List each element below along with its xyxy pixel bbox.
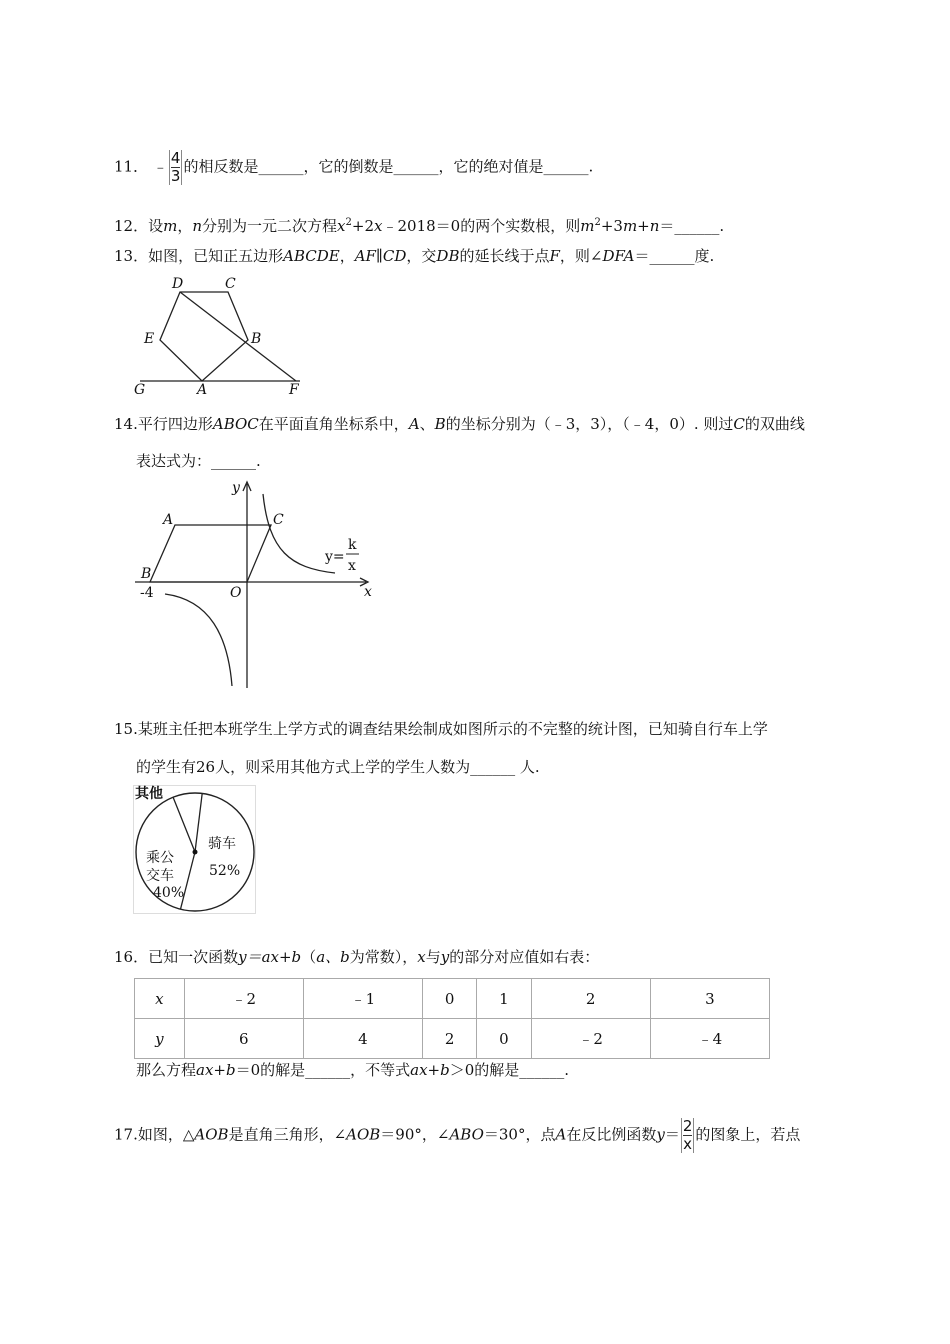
var: B xyxy=(434,415,446,433)
text: 的坐标分别为（﹣3，3），（﹣4，0）. 则过 xyxy=(445,415,734,433)
text: ，交 xyxy=(406,247,437,265)
text: 的部分对应值如右表： xyxy=(449,948,600,966)
table-cell: ﹣1 xyxy=(303,979,422,1019)
pie-center xyxy=(193,850,198,855)
question-12 xyxy=(114,212,724,237)
question-13 xyxy=(114,245,714,267)
question-number: 17. xyxy=(114,1125,138,1144)
label-o: O xyxy=(230,585,242,601)
label-bus-pct: 40% xyxy=(153,885,185,901)
var: y＝ax+b xyxy=(238,948,302,966)
var: DB xyxy=(436,247,460,265)
var: AOB xyxy=(346,1125,381,1144)
var: A xyxy=(555,1125,567,1144)
table-cell: 2 xyxy=(423,1019,477,1059)
table-cell: ﹣2 xyxy=(184,979,303,1019)
parallelogram-aboc xyxy=(150,525,271,582)
var: m xyxy=(622,217,638,235)
table-row-y xyxy=(135,1019,770,1059)
label-c: C xyxy=(225,276,236,292)
var: F xyxy=(549,247,560,265)
var: y xyxy=(440,948,450,966)
text: 在反比例函数 xyxy=(566,1125,657,1144)
text: ＝90°，∠ xyxy=(380,1125,450,1144)
question-11 xyxy=(114,150,593,185)
table-cell xyxy=(135,979,185,1019)
var: y xyxy=(656,1125,665,1144)
var: m xyxy=(580,217,595,235)
label-c: C xyxy=(273,512,284,528)
var: AOB xyxy=(194,1125,229,1144)
text: ， xyxy=(177,217,193,235)
var: m xyxy=(163,217,178,235)
text: ，则∠ xyxy=(559,247,603,265)
label-d: D xyxy=(172,276,184,292)
text: + xyxy=(637,217,650,235)
table-cell: 4 xyxy=(303,1019,422,1059)
var: n xyxy=(192,217,203,235)
text: +2 xyxy=(351,217,375,235)
row-label-x: x xyxy=(155,989,164,1008)
question-number: 13． xyxy=(114,247,149,265)
text: ＝______度. xyxy=(634,247,715,265)
line-df xyxy=(180,292,296,381)
row-label-y: y xyxy=(155,1029,164,1048)
fraction xyxy=(681,1118,695,1153)
text: 的双曲线 xyxy=(744,415,805,433)
pie-slice-boundary-0 xyxy=(195,793,202,852)
text: （ xyxy=(301,948,317,966)
hyperbola-figure xyxy=(130,476,380,691)
text: ， xyxy=(339,247,355,265)
table-cell: 0 xyxy=(423,979,477,1019)
text: 、 xyxy=(419,415,435,433)
text: 平行四边形 xyxy=(137,415,213,433)
table-cell xyxy=(135,1019,185,1059)
var: x xyxy=(337,217,346,235)
var: n xyxy=(649,217,660,235)
text: 分别为一元二次方程 xyxy=(202,217,338,235)
label-bus-1: 乘公 xyxy=(146,850,174,866)
var: x xyxy=(374,217,383,235)
question-text: 的相反数是______，它的倒数是______，它的绝对值是______. xyxy=(183,157,594,176)
table-cell: ﹣2 xyxy=(531,1019,650,1059)
text: ＞0的解是______. xyxy=(449,1061,570,1079)
curve-label: y= xyxy=(325,549,345,565)
question-16 xyxy=(114,946,599,968)
label-other: 其他 xyxy=(135,786,163,802)
question-16-answer-line xyxy=(136,1059,569,1081)
label-a: A xyxy=(197,382,208,398)
fraction xyxy=(169,150,183,185)
exponent: 2 xyxy=(345,217,352,228)
text: 为常数）， xyxy=(349,948,418,966)
value-table xyxy=(134,978,770,1059)
question-14-line2: 表达式为：______. xyxy=(136,452,261,470)
text: 设 xyxy=(148,217,164,235)
text: 如图，△ xyxy=(137,1125,195,1144)
table-cell: 0 xyxy=(477,1019,531,1059)
question-15-line2: 的学生有26人，则采用其他方式上学的学生人数为______ 人. xyxy=(136,758,540,776)
table-cell: 1 xyxy=(477,979,531,1019)
var: ABCDE xyxy=(283,247,340,265)
label-ride-pct: 52% xyxy=(209,863,241,879)
fraction-denominator: 3 xyxy=(170,167,181,185)
var: AF∥CD xyxy=(354,247,407,265)
question-17 xyxy=(114,1118,800,1153)
var: ax+b xyxy=(410,1061,450,1079)
curve-label-denominator: x xyxy=(348,558,356,574)
text: 那么方程 xyxy=(136,1061,197,1079)
minus-sign: ﹣ xyxy=(152,157,168,176)
text: ＝30°，点 xyxy=(483,1125,556,1144)
fraction-numerator: 4 xyxy=(170,149,181,167)
text: 某班主任把本班学生上学方式的调查结果绘制成如图所示的不完整的统计图，已知骑自行车上学 xyxy=(137,720,768,738)
var: ABO xyxy=(449,1125,484,1144)
text: 如图，已知正五边形 xyxy=(148,247,284,265)
text: ﹣2018＝0的两个实数根，则 xyxy=(382,217,581,235)
fraction-numerator: 2 xyxy=(682,1117,693,1135)
label-bus-2: 交车 xyxy=(146,868,174,884)
text: 是直角三角形，∠ xyxy=(228,1125,347,1144)
var: x xyxy=(417,948,426,966)
table-cell: 2 xyxy=(531,979,650,1019)
table-cell: 3 xyxy=(650,979,769,1019)
label-e: E xyxy=(144,331,155,347)
curve-label-numerator: k xyxy=(348,537,357,553)
pie-slice-boundary-2 xyxy=(173,797,195,852)
fraction-denominator: x xyxy=(683,1135,693,1153)
label-f: F xyxy=(289,382,299,398)
label-b: B xyxy=(141,566,152,582)
text: 在平面直角坐标系中， xyxy=(258,415,409,433)
var: a、b xyxy=(316,948,350,966)
text: ＝______. xyxy=(659,217,725,235)
var: C xyxy=(733,415,745,433)
text: 与 xyxy=(425,948,441,966)
table-cell: 6 xyxy=(184,1019,303,1059)
table-row-x xyxy=(135,979,770,1019)
question-number: 15. xyxy=(114,720,138,738)
question-number: 16． xyxy=(114,948,149,966)
label-x: x xyxy=(364,584,372,600)
var: ABOC xyxy=(212,415,259,433)
var: ax+b xyxy=(196,1061,236,1079)
label-b: B xyxy=(251,331,262,347)
exponent: 2 xyxy=(594,217,601,228)
question-15 xyxy=(114,718,768,740)
var: DFA xyxy=(602,247,635,265)
text: 的延长线于点 xyxy=(459,247,550,265)
label-a: A xyxy=(163,512,174,528)
pie-chart xyxy=(133,785,257,915)
text: +3 xyxy=(600,217,623,235)
hyperbola-branch-2 xyxy=(165,594,232,686)
text: 的图象上，若点 xyxy=(695,1125,801,1144)
pentagon xyxy=(160,292,248,381)
label-y: y xyxy=(232,480,240,496)
var: A xyxy=(408,415,420,433)
question-number: 14. xyxy=(114,415,138,433)
label-g: G xyxy=(134,382,146,398)
table-cell: ﹣4 xyxy=(650,1019,769,1059)
label-neg4: -4 xyxy=(140,585,154,601)
text: 已知一次函数 xyxy=(148,948,239,966)
pentagon-figure xyxy=(130,270,310,398)
text: ＝0的解是______，不等式 xyxy=(235,1061,411,1079)
question-number: 12． xyxy=(114,217,149,235)
question-number: 11． xyxy=(114,157,149,176)
label-ride: 骑车 xyxy=(208,836,236,852)
question-14 xyxy=(114,413,805,435)
text: ＝ xyxy=(664,1125,680,1144)
